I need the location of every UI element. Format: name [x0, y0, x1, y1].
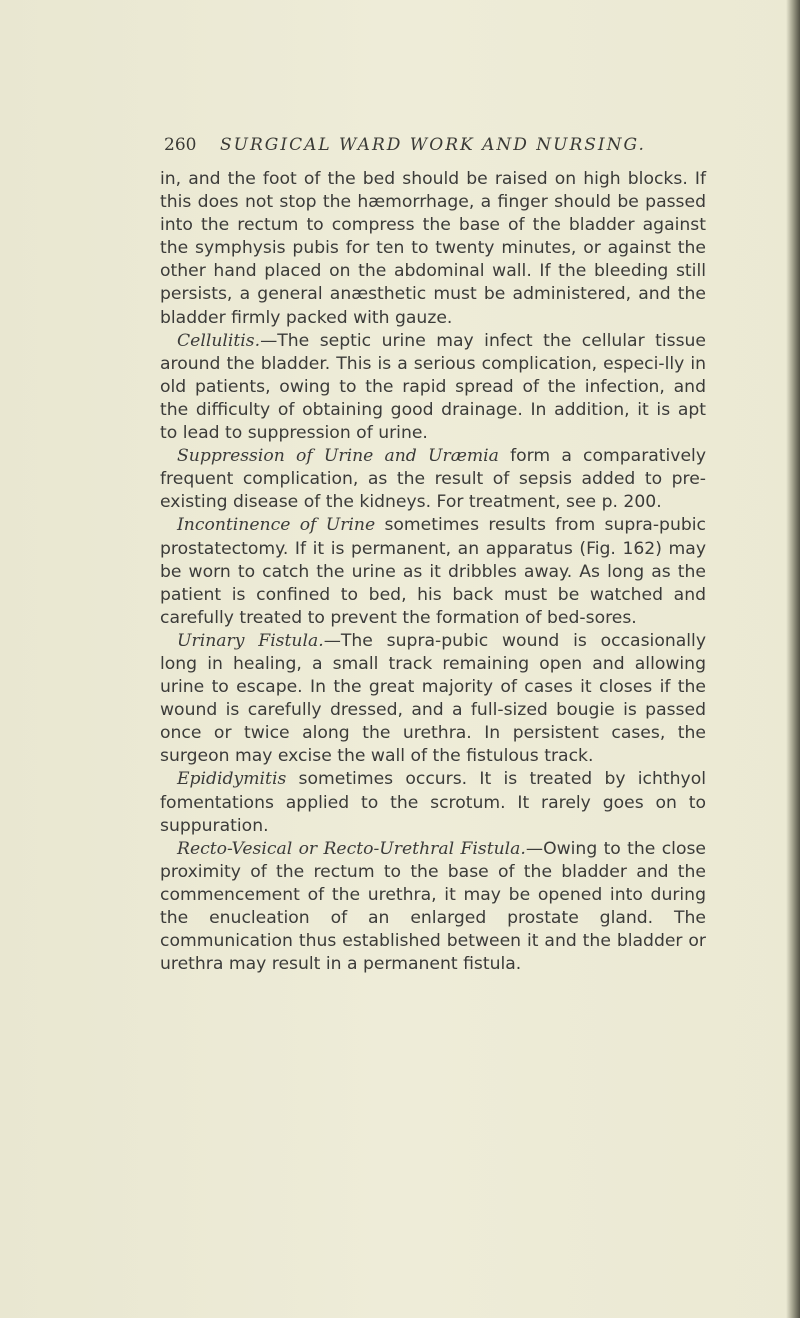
paragraph-epididymitis: [160, 768, 706, 837]
paragraph-term: Cellulitis.: [177, 330, 261, 351]
paragraph-text: sometimes results from supra-pubic prostatectomy. If it is permanent, an apparatus (Fig. 162) may be worn to catch the urine as it dribbles away. As long as the patient is confined to bed, his back must be watched and carefully treated to prevent the formation of bed-sores.: [160, 515, 706, 628]
page-header: [164, 135, 684, 155]
paragraph-urinary-fistula: [160, 630, 706, 769]
paragraph-term: Recto-Vesical or Recto-Urethral Fistula.: [177, 838, 526, 859]
paragraph-text: in, and the foot of the bed should be raised on high blocks. If this does not stop the hæmorrhage, a finger should be passed into the rectum to compress the base of the bladder against the symphysis pubis for ten to twenty minutes, or against the other hand placed on the abdominal wall. If the bleeding still persists, a general anæsthetic must be administered, and the bladder firmly packed with gauze.: [160, 169, 706, 328]
paragraph-cellulitis: [160, 330, 706, 445]
paragraph-term: Incontinence of Urine: [177, 515, 376, 536]
paragraph-text: —The supra-pubic wound is occasionally long in healing, a small track remaining open and allowing urine to escape. In the great majority of cases it closes if the wound is carefully dressed, and a full-sized bougie is passed once or twice along the urethra. In persistent cases, the surgeon may excise the wall of the fistulous track.: [160, 630, 706, 767]
paragraph-text: —The septic urine may infect the cellular tissue around the bladder. This is a serious complication, especi-lly in old patients, owing to the rapid spread of the infection, and the difficulty of obtaining good drainage. In addition, it is apt to lead to suppression of urine.: [160, 330, 706, 444]
page-number: 260: [164, 135, 197, 155]
body-text: [160, 168, 706, 976]
paragraph-hemorrhage: [160, 168, 706, 330]
running-title: SURGICAL WARD WORK AND NURSING.: [220, 135, 646, 155]
paragraph-text: —Owing to the close proximity of the rectum to the base of the bladder and the commencement of the urethra, it may be opened into during the enucleation of an enlarged prostate gland. The communication thus established between it and the bladder or urethra may result in a permanent fistula.: [160, 838, 706, 975]
paragraph-term: Suppression of Urine and Uræmia: [177, 446, 499, 467]
paragraph-text: form a comparatively frequent complication, as the result of sepsis added to pre-existing disease of the kidneys. For treatment, see p. 200.: [160, 446, 706, 513]
page-edge-shadow: [786, 0, 800, 1318]
paragraph-suppression: [160, 445, 706, 514]
paragraph-term: Epididymitis: [177, 769, 287, 790]
paragraph-recto-fistula: [160, 838, 706, 977]
paragraph-term: Urinary Fistula.: [177, 630, 324, 651]
paragraph-text: sometimes occurs. It is treated by ichthyol fomentations applied to the scrotum. It rarely goes on to suppuration.: [160, 769, 706, 836]
paragraph-incontinence: [160, 514, 706, 629]
